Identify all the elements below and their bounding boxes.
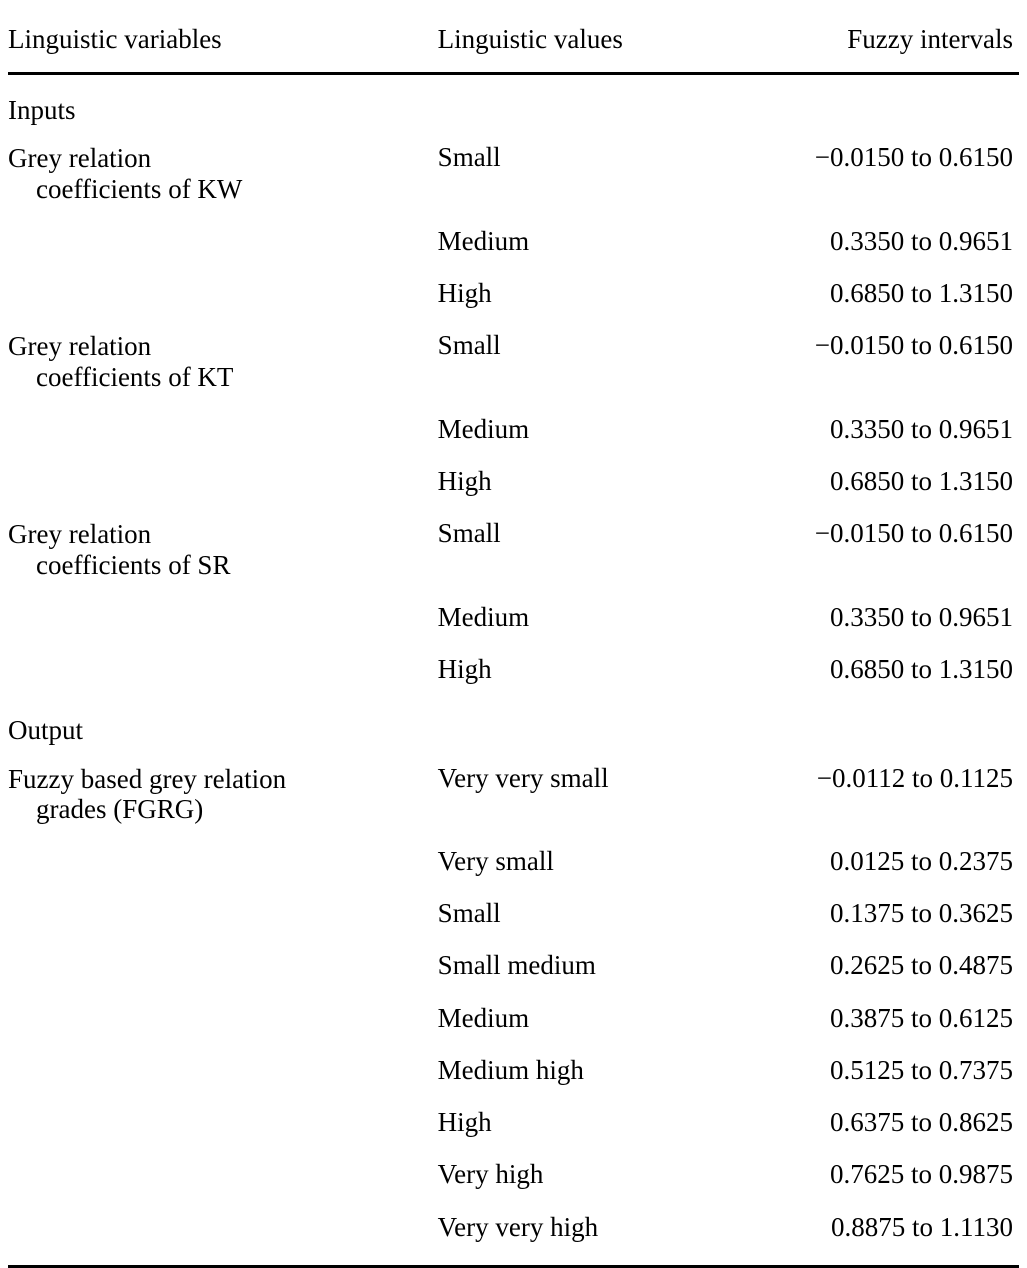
fuzzy-interval: 0.8875 to 1.1130 — [831, 1211, 1013, 1242]
linguistic-value: Medium — [437, 601, 530, 632]
variable-line-2: coefficients of KW — [36, 173, 243, 204]
fuzzy-interval: −0.0112 to 0.1125 — [816, 762, 1013, 793]
table-row — [8, 507, 1019, 590]
fuzzy-interval: −0.0150 to 0.6150 — [814, 142, 1013, 173]
fuzzy-interval: 0.6850 to 1.3150 — [829, 278, 1013, 309]
table-row — [8, 1201, 1019, 1253]
fuzzy-interval: −0.0150 to 0.6150 — [814, 518, 1013, 549]
fuzzy-interval: 0.7625 to 0.9875 — [829, 1159, 1013, 1190]
fuzzy-interval: 0.3350 to 0.9651 — [829, 225, 1013, 256]
table-row — [8, 319, 1019, 402]
fuzzy-interval: 0.3875 to 0.6125 — [829, 1002, 1013, 1033]
table-row — [8, 752, 1019, 835]
variable-label-kw — [8, 131, 438, 214]
linguistic-value: High — [437, 1107, 492, 1138]
linguistic-value: Very high — [437, 1159, 544, 1190]
linguistic-value: Medium — [437, 1002, 530, 1033]
table-row — [8, 131, 1019, 214]
table-head — [8, 10, 1019, 74]
table-row — [8, 1096, 1019, 1148]
table-row — [8, 591, 1019, 643]
variable-line-1: Fuzzy based grey relation — [8, 763, 287, 794]
variable-line-1: Grey relation — [8, 331, 152, 362]
table-section-output — [8, 695, 1019, 751]
table-row — [8, 939, 1019, 991]
variable-line-2: coefficients of SR — [36, 549, 231, 580]
section-label: Inputs — [8, 95, 76, 126]
table-section-inputs — [8, 74, 1019, 132]
column-header-linguistic-values: Linguistic values — [438, 10, 746, 74]
table-row — [8, 455, 1019, 507]
variable-label-sr — [8, 507, 438, 590]
linguistic-value: Very very high — [437, 1211, 599, 1242]
table-row — [8, 1148, 1019, 1200]
column-header-linguistic-variables: Linguistic variables — [8, 10, 438, 74]
fuzzy-interval: 0.6850 to 1.3150 — [829, 654, 1013, 685]
fuzzy-interval: 0.6375 to 0.8625 — [829, 1107, 1013, 1138]
fuzzy-interval: 0.3350 to 0.9651 — [829, 601, 1013, 632]
table-row — [8, 887, 1019, 939]
section-label: Output — [8, 715, 84, 746]
linguistic-value: High — [437, 654, 492, 685]
column-header-fuzzy-intervals: Fuzzy intervals — [746, 10, 1019, 74]
table-row — [8, 215, 1019, 267]
fuzzy-parameters-table — [8, 10, 1019, 1268]
table-row — [8, 1044, 1019, 1096]
linguistic-value: High — [437, 278, 492, 309]
linguistic-value: Medium high — [437, 1054, 584, 1085]
table-row — [8, 403, 1019, 455]
fuzzy-interval: 0.1375 to 0.3625 — [829, 898, 1013, 929]
variable-label-fgrg — [8, 752, 438, 835]
variable-line-2: grades (FGRG) — [36, 793, 204, 824]
linguistic-value: Small — [437, 142, 501, 173]
fuzzy-interval: 0.0125 to 0.2375 — [829, 845, 1013, 876]
linguistic-value: High — [437, 466, 492, 497]
table-row — [8, 643, 1019, 695]
variable-line-2: coefficients of KT — [36, 361, 234, 392]
fuzzy-interval: 0.3350 to 0.9651 — [829, 413, 1013, 444]
table-row — [8, 992, 1019, 1044]
linguistic-value: Small — [437, 898, 501, 929]
table-row — [8, 835, 1019, 887]
fuzzy-interval: 0.2625 to 0.4875 — [829, 950, 1013, 981]
linguistic-value: Very small — [437, 845, 554, 876]
linguistic-value: Small — [437, 330, 501, 361]
fuzzy-interval: 0.6850 to 1.3150 — [829, 466, 1013, 497]
variable-line-1: Grey relation — [8, 143, 152, 174]
variable-label-kt — [8, 319, 438, 402]
linguistic-value: Small medium — [437, 950, 596, 981]
table-header-row — [8, 10, 1019, 74]
table-row — [8, 267, 1019, 319]
fuzzy-interval: −0.0150 to 0.6150 — [814, 330, 1013, 361]
spacer-row — [8, 1253, 1019, 1267]
linguistic-value: Small — [437, 518, 501, 549]
linguistic-value: Medium — [437, 413, 530, 444]
linguistic-value: Very very small — [437, 762, 609, 793]
table-body — [8, 74, 1019, 1267]
fuzzy-interval: 0.5125 to 0.7375 — [829, 1054, 1013, 1085]
linguistic-value: Medium — [437, 225, 530, 256]
variable-line-1: Grey relation — [8, 519, 152, 550]
